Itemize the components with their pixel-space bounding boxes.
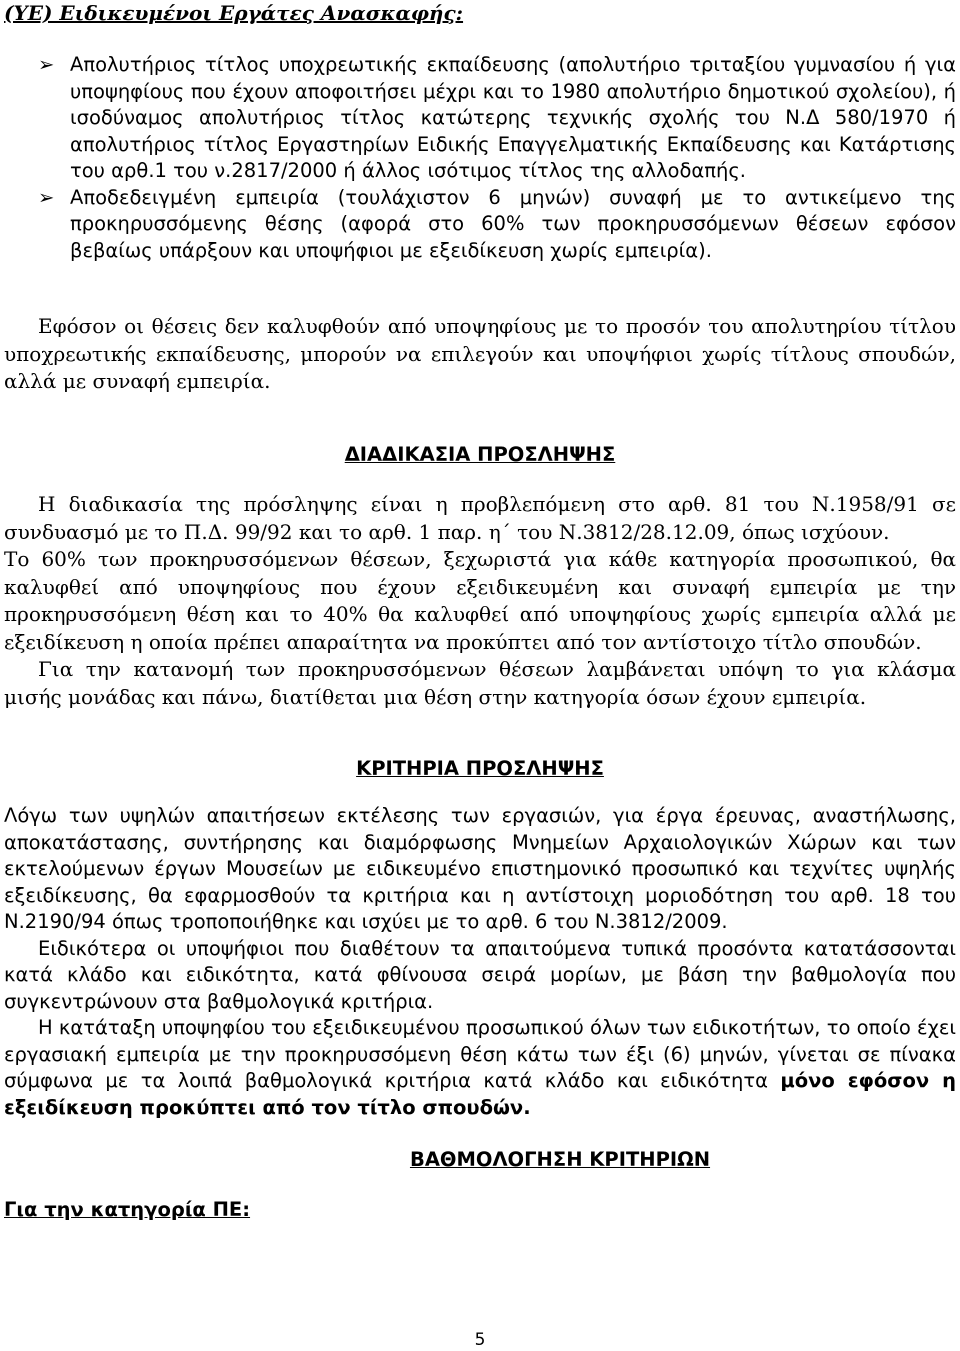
- category-label: Για την κατηγορία ΠΕ:: [4, 1198, 251, 1221]
- title-procedure: ΔΙΑΔΙΚΑΣΙΑ ΠΡΟΣΛΗΨΗΣ: [344, 443, 616, 466]
- ranking-paragraph: Η κατάταξη υποψηφίου του εξειδικευμένου προσωπικού όλων των ειδικοτήτων, το οποίο έχει εργασιακή εμπειρία με την προκηρυσσόμενη θέση κάτω των έξι (6) μηνών, γίνεται σε πίνακα σύμφωνα με τα λοιπά βαθμολογικά κριτήρια κατά κλάδο και ειδικότητα μόνο εφόσον η εξειδίκευση προκύπτει από τον τίτλο σπουδών.: [4, 1016, 956, 1119]
- list-item-text: Αποδεδειγμένη εμπειρία (τουλάχιστον 6 μηνών) συναφή με το αντικείμενο της προκηρυσσόμενης θέσης (αφορά στο 60% των προκηρυσσόμενων θέσεων εφόσον βεβαίως υπάρξουν και υποψήφιοι με εξειδίκευση χωρίς εμπειρία).: [70, 185, 956, 262]
- procedure-paragraph: Για την κατανομή των προκηρυσσόμενων θέσεων λαμβάνεται υπόψη το για κλάσμα μισής μονάδας και πάνω, διατίθεται μια θέση στην κατηγορία όσων έχουν εμπειρία.: [4, 657, 956, 709]
- list-item: [38, 185, 956, 265]
- title-criteria: ΚΡΙΤΗΡΙΑ ΠΡΟΣΛΗΨΗΣ: [356, 757, 604, 780]
- criteria-section: [4, 803, 956, 1121]
- section-heading-workers: (ΥΕ) Ειδικευμένοι Εργάτες Ανασκαφής:: [4, 1, 464, 25]
- arrow-bullet-icon: ➢: [38, 53, 55, 76]
- ranking-emphasis: μόνο εφόσον η εξειδίκευση προκύπτει από τον τίτλο σπουδών.: [4, 1069, 956, 1119]
- procedure-section: [4, 491, 956, 711]
- procedure-paragraph: Η διαδικασία της πρόσληψης είναι η προβλεπόμενη στο αρθ. 81 του Ν.1958/91 σε συνδυασμό με το Π.Δ. 99/92 και το αρθ. 1 παρ. η΄ του Ν.3812/28.12.09, όπως ισχύουν.: [4, 492, 956, 544]
- title-scoring: ΒΑΘΜΟΛΟΓΗΣΗ ΚΡΙΤΗΡΙΩΝ: [409, 1148, 711, 1171]
- qualification-list: [38, 52, 956, 264]
- paragraph-no-title: Εφόσον οι θέσεις δεν καλυφθούν από υποψηφίους με το προσόν του απολυτηρίου τίτλου υποχρεωτικής εκπαίδευσης, μπορούν να επιλεγούν και υποψήφιοι χωρίς τίτλους σπουδών, αλλά με συναφή εμπειρία.: [4, 314, 956, 393]
- arrow-bullet-icon: ➢: [38, 185, 55, 209]
- criteria-paragraph: Ειδικότερα οι υποψήφιοι που διαθέτουν τα απαιτούμενα τυπικά προσόντα κατατάσσονται κατά κλάδο και ειδικότητα, κατά φθίνουσα σειρά μορίων, με βάση την βαθμολογία που συγκεντρώνουν στα βαθμολογικά κριτήρια.: [4, 936, 956, 1013]
- list-item-text: Απολυτήριος τίτλος υποχρεωτικής εκπαίδευσης (απολυτήριο τριταξίου γυμνασίου ή για υποψηφίους που έχουν αποφοιτήσει μέχρι και το 1980 απολυτήριο δημοτικού σχολείου), ή ισοδύναμος απολυτήριος τίτλος κατώτερης τεχνικής σχολής του Ν.Δ 580/1970 ή απολυτήριος τίτλος Εργαστηρίων Ειδικής Επαγγελματικής Εκπαίδευσης και Κατάρτισης του αρθ.1 του ν.2817/2000 ή άλλος ισότιμος τίτλος της αλλοδαπής.: [70, 53, 956, 182]
- page-number: 5: [474, 1330, 486, 1350]
- procedure-paragraph: Το 60% των προκηρυσσόμενων θέσεων, ξεχωριστά για κάθε κατηγορία προσωπικού, θα καλυφθεί από υποψηφίους που έχουν εξειδικευμένη και συναφή εμπειρία με την προκηρυσσόμενη θέση και το 40% θα καλυφθεί από υποψηφίους χωρίς εμπειρία αλλά με εξειδίκευση η οποία πρέπει απαραίτητα να προκύπτει από τον αντίστοιχο τίτλο σπουδών.: [4, 547, 956, 654]
- list-item: [38, 52, 956, 185]
- criteria-paragraph: Λόγω των υψηλών απαιτήσεων εκτέλεσης των εργασιών, για έργα έρευνας, αναστήλωσης, αποκατάστασης, συντήρησης και διαμόρφωσης Μνημείων Αρχαιολογικών Χώρων και των εκτελούμενων έργων Μουσείων με ειδικευμένο επιστημονικό προσωπικό και τεχνίτες υψηλής εξειδίκευσης, θα εφαρμοσθούν τα κριτήρια και η αντίστοιχη μοριοδότηση του αρθ. 18 του Ν.2190/94 όπως τροποποιήθηκε και ισχύει με το αρθ. 6 του Ν.3812/2009.: [4, 804, 956, 933]
